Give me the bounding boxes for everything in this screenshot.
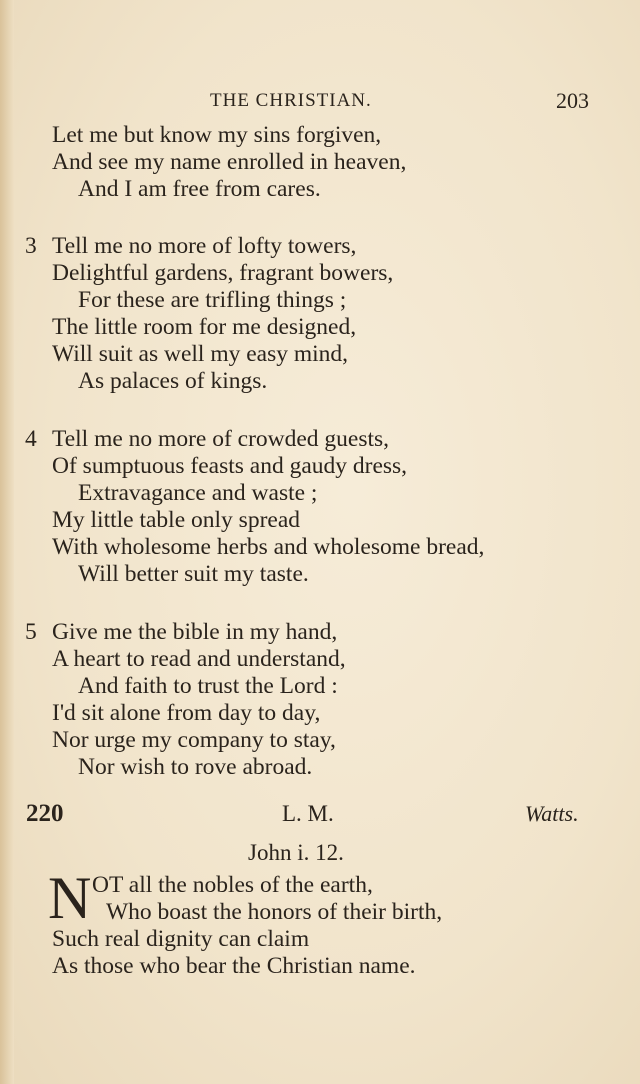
verse-line: Nor urge my company to stay, — [52, 727, 336, 753]
verse-line: I'd sit alone from day to day, — [52, 700, 321, 726]
stanza-number: 4 — [25, 426, 37, 452]
page-edge-shadow — [0, 0, 14, 1084]
drop-cap: N — [48, 865, 92, 931]
verse-line: As those who bear the Christian name. — [52, 953, 416, 979]
scripture-reference: John i. 12. — [248, 840, 344, 865]
verse-line: Will suit as well my easy mind, — [52, 341, 349, 367]
verse-line: My little table only spread — [52, 507, 301, 533]
verse-line: Give me the bible in my hand, — [52, 619, 338, 645]
verse-line: With wholesome herbs and wholesome bread, — [52, 534, 485, 560]
verse-line: OT all the nobles of the earth, — [92, 872, 373, 898]
verse-line: For these are trifling things ; — [78, 287, 347, 313]
hymn-author: Watts. — [525, 801, 579, 826]
hymn-number: 220 — [26, 800, 64, 827]
stanza-number: 3 — [25, 233, 37, 259]
verse-line: And faith to trust the Lord : — [78, 673, 338, 699]
verse-line: And see my name enrolled in heaven, — [52, 149, 407, 175]
page-header — [0, 88, 640, 118]
verse-line: Of sumptuous feasts and gaudy dress, — [52, 453, 408, 479]
verse-line: Let me but know my sins forgiven, — [52, 122, 382, 148]
verse-line: Nor wish to rove abroad. — [78, 754, 313, 780]
verse-line: Tell me no more of crowded guests, — [52, 426, 390, 452]
verse-line: The little room for me designed, — [52, 314, 357, 340]
verse-line: Delightful gardens, fragrant bowers, — [52, 260, 394, 286]
verse-line: And I am free from cares. — [78, 176, 321, 202]
verse-line: As palaces of kings. — [78, 368, 268, 394]
verse-line: Extravagance and waste ; — [78, 480, 318, 506]
stanza-number: 5 — [25, 619, 37, 645]
verse-line: Such real dignity can claim — [52, 926, 310, 952]
verse-line: Will better suit my taste. — [78, 561, 309, 587]
running-title: THE CHRISTIAN. — [210, 90, 372, 111]
verse-line: Tell me no more of lofty towers, — [52, 233, 357, 259]
page-number: 203 — [556, 88, 589, 113]
verse-line: A heart to read and understand, — [52, 646, 346, 672]
verse-line: Who boast the honors of their birth, — [106, 899, 443, 925]
hymn-meter: L. M. — [282, 801, 334, 826]
